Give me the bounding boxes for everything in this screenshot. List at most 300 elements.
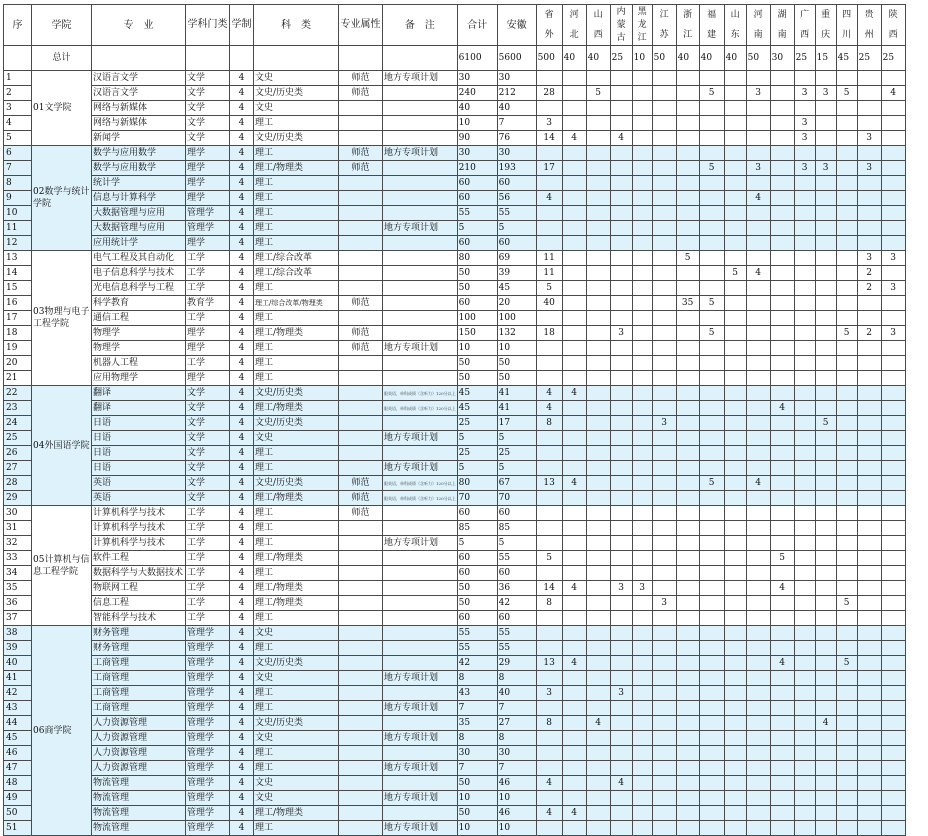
row-province-value [724, 251, 746, 266]
row-province-value [652, 791, 676, 806]
row-province-value [699, 581, 724, 596]
row-province-value: 18 [536, 326, 562, 341]
total-province-value: 40 [676, 46, 699, 71]
row-province-value [836, 776, 857, 791]
row-province-value: 13 [536, 656, 562, 671]
row-province-value [536, 206, 562, 221]
row-province-value [676, 566, 699, 581]
row-province-value [794, 281, 815, 296]
row-years: 4 [230, 656, 254, 671]
row-province-value [536, 506, 562, 521]
row-major: 工商管理 [92, 686, 186, 701]
row-province-value [794, 356, 815, 371]
row-note [383, 116, 458, 131]
row-years: 4 [230, 236, 254, 251]
row-attribute [339, 356, 383, 371]
row-province-value [836, 506, 857, 521]
row-province-value [586, 776, 610, 791]
row-discipline: 工学 [186, 356, 230, 371]
row-note: 限英语，单科成绩（含听力）120分以上 [383, 401, 458, 416]
row-anhui: 17 [497, 416, 536, 431]
row-province-value [562, 791, 586, 806]
row-province-value [746, 251, 770, 266]
row-province-value [746, 821, 770, 836]
row-province-value [794, 791, 815, 806]
row-province-value: 4 [536, 776, 562, 791]
row-province-value [699, 596, 724, 611]
row-province-value [586, 641, 610, 656]
row-province-value: 4 [746, 191, 770, 206]
row-province-value [746, 656, 770, 671]
row-subject: 文史 [254, 776, 339, 791]
row-province-value [815, 776, 836, 791]
row-province-value [746, 506, 770, 521]
row-province-value [857, 401, 881, 416]
row-total: 55 [457, 641, 497, 656]
row-province-value [586, 191, 610, 206]
row-province-value [881, 341, 905, 356]
row-note [383, 296, 458, 311]
row-province-value [836, 161, 857, 176]
row-anhui: 50 [497, 371, 536, 386]
row-province-value: 4 [610, 776, 632, 791]
row-seq: 3 [4, 101, 32, 116]
row-subject: 理工 [254, 461, 339, 476]
row-province-value [746, 326, 770, 341]
row-province-value [536, 236, 562, 251]
row-province-value [724, 386, 746, 401]
row-province-value [857, 701, 881, 716]
row-total: 85 [457, 521, 497, 536]
row-total: 55 [457, 206, 497, 221]
row-attribute: 师范 [339, 296, 383, 311]
row-province-value [676, 71, 699, 86]
row-years: 4 [230, 731, 254, 746]
row-province-value [676, 161, 699, 176]
row-province-value [562, 461, 586, 476]
row-province-value [794, 431, 815, 446]
row-province-value [746, 776, 770, 791]
row-province-value [881, 746, 905, 761]
row-note [383, 566, 458, 581]
enrollment-plan-table [3, 4, 906, 836]
row-province-value [794, 671, 815, 686]
row-note [383, 356, 458, 371]
row-attribute: 师范 [339, 86, 383, 101]
row-province-value [724, 521, 746, 536]
row-subject: 理工 [254, 611, 339, 626]
table-row [4, 566, 906, 581]
row-province-value [836, 671, 857, 686]
row-years: 4 [230, 116, 254, 131]
row-province-value [536, 461, 562, 476]
total-label: 总计 [32, 46, 92, 71]
row-province-value [794, 101, 815, 116]
row-years: 4 [230, 281, 254, 296]
row-province-value [746, 71, 770, 86]
table-row [4, 656, 906, 671]
row-total: 60 [457, 506, 497, 521]
row-province-value [815, 266, 836, 281]
row-province-value [652, 476, 676, 491]
row-years: 4 [230, 491, 254, 506]
row-province-value: 3 [746, 86, 770, 101]
row-province-value [881, 146, 905, 161]
row-years: 4 [230, 371, 254, 386]
row-total: 80 [457, 251, 497, 266]
row-total: 50 [457, 371, 497, 386]
row-province-value [836, 341, 857, 356]
row-province-value [632, 266, 652, 281]
row-anhui: 7 [497, 761, 536, 776]
row-province-value [676, 536, 699, 551]
total-province-value: 40 [699, 46, 724, 71]
row-province-value: 14 [536, 131, 562, 146]
row-discipline: 文学 [186, 116, 230, 131]
row-province-value [652, 206, 676, 221]
row-discipline: 文学 [186, 131, 230, 146]
header-province-char: 山 [593, 10, 603, 20]
total-count: 6100 [457, 46, 497, 71]
row-province-value [794, 416, 815, 431]
row-province-value [836, 101, 857, 116]
table-row [4, 71, 906, 86]
row-years: 4 [230, 641, 254, 656]
row-years: 4 [230, 776, 254, 791]
row-province-value [815, 641, 836, 656]
row-attribute [339, 716, 383, 731]
row-province-value [724, 611, 746, 626]
row-province-value [770, 686, 794, 701]
row-anhui: 67 [497, 476, 536, 491]
row-anhui: 60 [497, 566, 536, 581]
row-province-value [676, 791, 699, 806]
row-anhui: 50 [497, 356, 536, 371]
row-discipline: 管理学 [186, 221, 230, 236]
row-province-value [857, 671, 881, 686]
row-province-value [562, 446, 586, 461]
row-years: 4 [230, 416, 254, 431]
row-province-value [881, 161, 905, 176]
row-province-value [699, 191, 724, 206]
row-province-value [746, 521, 770, 536]
row-note: 地方专项计划 [383, 71, 458, 86]
row-province-value [699, 116, 724, 131]
row-province-value [746, 701, 770, 716]
row-years: 4 [230, 671, 254, 686]
row-subject: 理工 [254, 221, 339, 236]
row-province-value [881, 656, 905, 671]
row-province-value [676, 221, 699, 236]
row-province-value [836, 641, 857, 656]
row-subject: 理工 [254, 356, 339, 371]
row-province-value [676, 776, 699, 791]
total-province-value: 25 [881, 46, 905, 71]
row-province-value [610, 371, 632, 386]
row-province-value [652, 191, 676, 206]
row-province-value [836, 431, 857, 446]
row-province-value [610, 221, 632, 236]
row-attribute [339, 281, 383, 296]
row-province-value: 14 [536, 581, 562, 596]
header-province-char: 山 [730, 10, 740, 20]
row-province-value [562, 86, 586, 101]
row-total: 10 [457, 821, 497, 836]
row-province-value [794, 296, 815, 311]
row-province-value [881, 71, 905, 86]
row-discipline: 工学 [186, 311, 230, 326]
row-note [383, 131, 458, 146]
row-attribute [339, 626, 383, 641]
row-province-value [632, 86, 652, 101]
row-seq: 45 [4, 731, 32, 746]
row-attribute [339, 806, 383, 821]
row-province-value [562, 311, 586, 326]
row-seq: 31 [4, 521, 32, 536]
row-province-value [562, 596, 586, 611]
row-province-value [676, 581, 699, 596]
total-province-value: 45 [836, 46, 857, 71]
row-province-value [676, 311, 699, 326]
row-province-value [676, 116, 699, 131]
row-attribute: 师范 [339, 506, 383, 521]
row-province-value [794, 176, 815, 191]
row-province-value [724, 476, 746, 491]
row-province-value [652, 506, 676, 521]
row-province-value [857, 416, 881, 431]
row-province-value [770, 506, 794, 521]
row-province-value: 4 [610, 131, 632, 146]
row-discipline: 文学 [186, 446, 230, 461]
row-total: 50 [457, 776, 497, 791]
row-province-value [586, 791, 610, 806]
row-province-value: 3 [610, 581, 632, 596]
row-discipline: 理学 [186, 176, 230, 191]
header-province-char: 陕 [888, 10, 898, 20]
row-province-value [724, 581, 746, 596]
row-discipline: 管理学 [186, 656, 230, 671]
row-province-value [724, 131, 746, 146]
row-province-value [724, 221, 746, 236]
row-seq: 21 [4, 371, 32, 386]
row-province-value [562, 251, 586, 266]
row-province-value [794, 221, 815, 236]
row-province-value [770, 281, 794, 296]
row-province-value [632, 341, 652, 356]
row-anhui: 85 [497, 521, 536, 536]
row-province-value [815, 521, 836, 536]
row-major: 新闻学 [92, 131, 186, 146]
row-subject: 理工 [254, 191, 339, 206]
row-province-value [562, 821, 586, 836]
row-seq: 27 [4, 461, 32, 476]
row-province-value [699, 101, 724, 116]
row-discipline: 工学 [186, 251, 230, 266]
row-province-value [857, 566, 881, 581]
row-province-value [836, 791, 857, 806]
row-province-value [836, 626, 857, 641]
row-province-value [881, 551, 905, 566]
row-major: 信息工程 [92, 596, 186, 611]
table-row [4, 371, 906, 386]
row-province-value [770, 386, 794, 401]
row-province-value [699, 791, 724, 806]
total-province-value: 25 [857, 46, 881, 71]
row-province-value [632, 281, 652, 296]
table-row [4, 746, 906, 761]
row-province-value [794, 656, 815, 671]
row-anhui: 5 [497, 221, 536, 236]
row-province-value [562, 236, 586, 251]
row-province-value [699, 71, 724, 86]
row-province-value [815, 101, 836, 116]
row-province-value [652, 71, 676, 86]
row-province-value [724, 791, 746, 806]
row-total: 7 [457, 701, 497, 716]
row-note [383, 266, 458, 281]
row-province-value [676, 686, 699, 701]
row-province-value: 3 [610, 686, 632, 701]
row-province-value [699, 821, 724, 836]
row-province-value [652, 176, 676, 191]
row-total: 50 [457, 281, 497, 296]
row-anhui: 40 [497, 101, 536, 116]
row-province-value [836, 311, 857, 326]
row-province-value [836, 446, 857, 461]
row-province-value [610, 86, 632, 101]
row-province-value [724, 701, 746, 716]
row-attribute [339, 701, 383, 716]
row-province-value [857, 236, 881, 251]
row-major: 光电信息科学与工程 [92, 281, 186, 296]
row-discipline: 管理学 [186, 671, 230, 686]
row-province-value [857, 806, 881, 821]
row-discipline: 管理学 [186, 821, 230, 836]
row-province-value [586, 761, 610, 776]
row-province-value [652, 731, 676, 746]
row-province-value [746, 371, 770, 386]
row-subject: 理工 [254, 311, 339, 326]
row-province-value [724, 431, 746, 446]
row-province-value [632, 806, 652, 821]
row-province-value [562, 176, 586, 191]
row-province-value [794, 536, 815, 551]
row-province-value [770, 731, 794, 746]
row-province-value [836, 296, 857, 311]
row-province-value [536, 446, 562, 461]
header-province-char: 省 [544, 10, 554, 20]
row-province-value [652, 311, 676, 326]
row-province-value [881, 731, 905, 746]
row-province-value: 3 [857, 251, 881, 266]
row-note: 限英语，单科成绩（含听力）120分以上 [383, 476, 458, 491]
row-province-value [794, 476, 815, 491]
header-province-4 [632, 5, 652, 46]
row-province-value [586, 326, 610, 341]
header-province-char: 蒙 [616, 19, 626, 30]
row-province-value [610, 626, 632, 641]
row-subject: 文史/历史类 [254, 656, 339, 671]
row-province-value: 4 [881, 86, 905, 101]
row-years: 4 [230, 206, 254, 221]
row-province-value [562, 731, 586, 746]
row-attribute [339, 266, 383, 281]
row-province-value [632, 761, 652, 776]
row-province-value [610, 296, 632, 311]
row-attribute [339, 776, 383, 791]
row-province-value [562, 701, 586, 716]
row-discipline: 管理学 [186, 791, 230, 806]
header-province-char: 南 [753, 30, 763, 40]
row-province-value [770, 146, 794, 161]
row-note [383, 506, 458, 521]
row-province-value [652, 656, 676, 671]
row-province-value: 5 [536, 551, 562, 566]
row-seq: 9 [4, 191, 32, 206]
row-province-value [676, 86, 699, 101]
row-province-value: 3 [794, 116, 815, 131]
header-seq: 序 [4, 5, 32, 46]
row-province-value [586, 161, 610, 176]
row-attribute: 师范 [339, 326, 383, 341]
row-discipline: 文学 [186, 461, 230, 476]
row-anhui: 60 [497, 506, 536, 521]
row-province-value [586, 236, 610, 251]
row-province-value [746, 311, 770, 326]
row-major: 网络与新媒体 [92, 101, 186, 116]
row-province-value [815, 446, 836, 461]
row-province-value [699, 506, 724, 521]
header-province-char: 江 [637, 33, 647, 44]
row-province-value [770, 356, 794, 371]
row-seq: 42 [4, 686, 32, 701]
row-attribute: 师范 [339, 476, 383, 491]
table-row [4, 296, 906, 311]
row-province-value: 3 [652, 416, 676, 431]
header-province-char: 古 [616, 33, 626, 44]
total-province-value: 500 [536, 46, 562, 71]
row-province-value [770, 776, 794, 791]
row-province-value [746, 446, 770, 461]
row-total: 70 [457, 491, 497, 506]
row-province-value [610, 251, 632, 266]
row-subject: 理工 [254, 341, 339, 356]
row-province-value: 3 [746, 161, 770, 176]
row-province-value [652, 341, 676, 356]
row-major: 网络与新媒体 [92, 116, 186, 131]
row-attribute [339, 596, 383, 611]
row-seq: 41 [4, 671, 32, 686]
row-province-value [815, 356, 836, 371]
row-anhui: 212 [497, 86, 536, 101]
row-province-value [586, 431, 610, 446]
row-province-value [562, 686, 586, 701]
row-province-value [586, 71, 610, 86]
row-province-value [632, 221, 652, 236]
table-row [4, 686, 906, 701]
row-province-value [699, 446, 724, 461]
row-note [383, 161, 458, 176]
row-discipline: 文学 [186, 401, 230, 416]
row-province-value: 40 [536, 296, 562, 311]
row-anhui: 10 [497, 791, 536, 806]
row-province-value: 4 [746, 476, 770, 491]
row-province-value [676, 146, 699, 161]
row-years: 4 [230, 806, 254, 821]
row-province-value: 3 [815, 86, 836, 101]
total-subject [254, 46, 339, 71]
row-province-value [836, 761, 857, 776]
